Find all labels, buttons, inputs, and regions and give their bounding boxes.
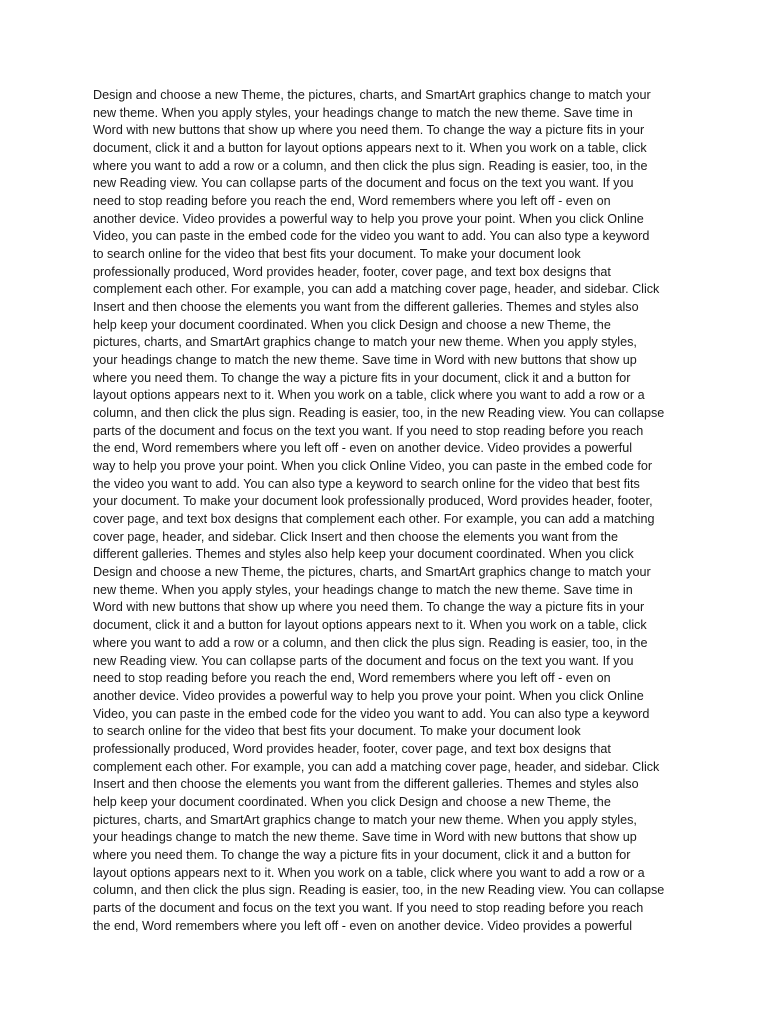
paragraph-line: new theme. When you apply styles, your headings change to match the new theme. Save time in <box>93 582 633 597</box>
paragraph-line: your headings change to match the new theme. Save time in Word with new buttons that show up <box>93 353 637 368</box>
paragraph-line: need to stop reading before you reach the end, Word remembers where you left off - even on <box>93 194 611 209</box>
paragraph-line: Video, you can paste in the embed code for the video you want to add. You can also type a keyword <box>93 229 650 244</box>
paragraph-line: complement each other. For example, you can add a matching cover page, header, and sidebar. Click <box>93 282 660 297</box>
paragraph-line: parts of the document and focus on the text you want. If you need to stop reading before you reach <box>93 900 644 915</box>
paragraph-line: pictures, charts, and SmartArt graphics change to match your new theme. When you apply styles, <box>93 335 637 350</box>
paragraph-line: the end, Word remembers where you left off - even on another device. Video provides a powerful <box>93 918 633 933</box>
paragraph-line: where you need them. To change the way a picture fits in your document, click it and a button for <box>93 847 631 862</box>
paragraph-line: new Reading view. You can collapse parts of the document and focus on the text you want. If you <box>93 176 634 191</box>
paragraph-line: pictures, charts, and SmartArt graphics change to match your new theme. When you apply styles, <box>93 812 637 827</box>
paragraph-line: Insert and then choose the elements you want from the different galleries. Themes and styles also <box>93 300 639 315</box>
paragraph-line: document, click it and a button for layout options appears next to it. When you work on a table, click <box>93 618 647 633</box>
paragraph-line: column, and then click the plus sign. Reading is easier, too, in the new Reading view. You can collapse <box>93 406 665 421</box>
body-paragraph <box>93 87 693 935</box>
paragraph-line: new Reading view. You can collapse parts of the document and focus on the text you want. If you <box>93 653 634 668</box>
paragraph-line: where you want to add a row or a column, and then click the plus sign. Reading is easier, too, in the <box>93 158 648 173</box>
paragraph-line: professionally produced, Word provides header, footer, cover page, and text box designs that <box>93 264 611 279</box>
paragraph-line: document, click it and a button for layout options appears next to it. When you work on a table, click <box>93 141 647 156</box>
paragraph-line: parts of the document and focus on the text you want. If you need to stop reading before you reach <box>93 423 644 438</box>
paragraph-line: Insert and then choose the elements you want from the different galleries. Themes and styles also <box>93 777 639 792</box>
paragraph-line: Word with new buttons that show up where you need them. To change the way a picture fits in your <box>93 123 645 138</box>
paragraph-line: Video, you can paste in the embed code for the video you want to add. You can also type a keyword <box>93 706 650 721</box>
paragraph-line: cover page, and text box designs that complement each other. For example, you can add a matching <box>93 512 655 527</box>
paragraph-line: professionally produced, Word provides header, footer, cover page, and text box designs that <box>93 741 611 756</box>
paragraph-line: Word with new buttons that show up where you need them. To change the way a picture fits in your <box>93 600 645 615</box>
paragraph-line: another device. Video provides a powerful way to help you prove your point. When you click Online <box>93 211 644 226</box>
paragraph-line: where you need them. To change the way a picture fits in your document, click it and a button for <box>93 370 631 385</box>
paragraph-line: help keep your document coordinated. When you click Design and choose a new Theme, the <box>93 317 611 332</box>
paragraph-line: layout options appears next to it. When you work on a table, click where you want to add a row or a <box>93 388 645 403</box>
paragraph-line: cover page, header, and sidebar. Click Insert and then choose the elements you want from the <box>93 529 619 544</box>
paragraph-line: the end, Word remembers where you left off - even on another device. Video provides a powerful <box>93 441 633 456</box>
paragraph-line: the video you want to add. You can also type a keyword to search online for the video that best fits <box>93 476 640 491</box>
paragraph-line: new theme. When you apply styles, your headings change to match the new theme. Save time in <box>93 105 633 120</box>
paragraph-line: column, and then click the plus sign. Reading is easier, too, in the new Reading view. You can collapse <box>93 883 665 898</box>
paragraph-line: your headings change to match the new theme. Save time in Word with new buttons that show up <box>93 830 637 845</box>
paragraph-line: need to stop reading before you reach the end, Word remembers where you left off - even on <box>93 671 611 686</box>
paragraph-line: where you want to add a row or a column, and then click the plus sign. Reading is easier, too, in the <box>93 635 648 650</box>
paragraph-line: another device. Video provides a powerful way to help you prove your point. When you click Online <box>93 688 644 703</box>
paragraph-line: to search online for the video that best fits your document. To make your document look <box>93 247 581 262</box>
paragraph-line: Design and choose a new Theme, the pictures, charts, and SmartArt graphics change to match your <box>93 88 651 102</box>
paragraph-line: different galleries. Themes and styles also help keep your document coordinated. When you click <box>93 547 634 562</box>
paragraph-line: layout options appears next to it. When you work on a table, click where you want to add a row or a <box>93 865 645 880</box>
paragraph-line: help keep your document coordinated. When you click Design and choose a new Theme, the <box>93 794 611 809</box>
paragraph-line: way to help you prove your point. When you click Online Video, you can paste in the embed code for <box>93 459 653 474</box>
paragraph-line: to search online for the video that best fits your document. To make your document look <box>93 724 581 739</box>
paragraph-line: Design and choose a new Theme, the pictures, charts, and SmartArt graphics change to match your <box>93 565 651 580</box>
paragraph-line: complement each other. For example, you can add a matching cover page, header, and sidebar. Click <box>93 759 660 774</box>
paragraph-line: your document. To make your document look professionally produced, Word provides header, footer, <box>93 494 653 509</box>
